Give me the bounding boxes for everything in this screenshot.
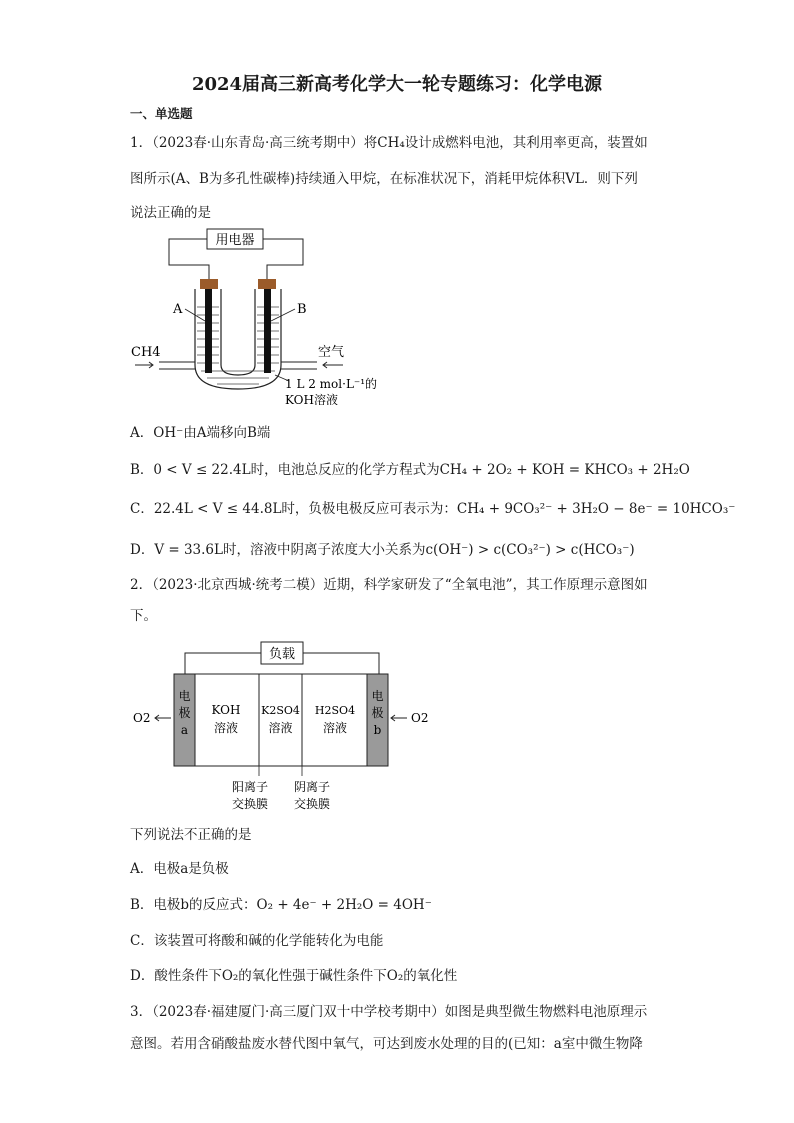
q2-stem-line1: 2．（2023·北京西城·统考二模）近期，科学家研发了“全氧电池”，其工作原理示意图如: [130, 577, 648, 593]
u-tube-inner: [221, 289, 255, 375]
q1-option-b[interactable]: B．0 < V ≤ 22.4L时，电池总反应的化学方程式为CH₄ + 2O₂ + KOH = KHCO₃ + 2H₂O: [130, 462, 690, 478]
stopper-right: [258, 279, 276, 289]
label-b: B: [297, 302, 307, 317]
q1-fuel-cell-figure: [125, 225, 405, 405]
device-label: 用电器: [215, 233, 255, 248]
q2-question: 下列说法不正确的是: [130, 827, 252, 843]
wire-left: [169, 239, 209, 279]
q2-option-b[interactable]: B．电极b的反应式：O₂ + 4e⁻ + 2H₂O = 4OH⁻: [130, 897, 432, 913]
q2-option-d[interactable]: D．酸性条件下O₂的氧化性强于碱性条件下O₂的氧化性: [130, 968, 458, 984]
electrode-b: [264, 289, 271, 373]
q1-option-d[interactable]: D．V = 33.6L时，溶液中阴离子浓度大小关系为c(OH⁻) > c(CO₃²⁻) > c(HCO₃⁻): [130, 542, 635, 558]
electrode-b-char1: 电: [371, 689, 384, 703]
cation-membrane-1: 阳离子: [231, 780, 269, 794]
electrode-b-char3: b: [373, 723, 382, 737]
electrode-a-char2: 极: [178, 706, 191, 720]
load-label: 负载: [268, 647, 296, 662]
arrow-o2-in: [391, 715, 407, 721]
q2-option-c[interactable]: C．该装置可将酸和碱的化学能转化为电能: [130, 933, 384, 949]
q1-option-c[interactable]: C．22.4L < V ≤ 44.8L时，负极电极反应可表示为：CH₄ + 9CO₃²⁻ + 3H₂O − 8e⁻ = 10HCO₃⁻: [130, 501, 736, 517]
q1-option-a[interactable]: A．OH⁻由A端移向B端: [130, 425, 271, 441]
arrow-air: [323, 362, 343, 368]
o2-right-label: O2: [411, 711, 429, 725]
label-solution-1: 1 L 2 mol·L⁻¹的: [285, 377, 378, 391]
stopper-left: [200, 279, 218, 289]
arrow-ch4: [135, 362, 153, 368]
label-ch4: CH4: [131, 345, 161, 360]
q2-stem-line2: 下。: [130, 608, 157, 624]
q3-stem-line1: 3．（2023春·福建厦门·高三厦门双十中学校考期中）如图是典型微生物燃料电池原理示: [130, 1004, 648, 1020]
koh-solution: 溶液: [213, 721, 239, 735]
label-a: A: [173, 302, 183, 317]
k2so4-solution: 溶液: [268, 721, 293, 735]
o2-left-label: O2: [133, 711, 151, 725]
electrode-b-char2: 极: [371, 706, 384, 720]
electrode-a-char3: a: [180, 723, 189, 737]
q1-stem-line2: 图所示(A、B为多孔性碳棒)持续通入甲烷，在标准状况下，消耗甲烷体积VL．则下列: [130, 171, 638, 187]
section-heading: 一、单选题: [130, 106, 193, 121]
electrode-b-plate: [367, 674, 388, 766]
label-air: 空气: [318, 345, 345, 360]
anion-membrane-1: 阴离子: [293, 780, 331, 794]
h2so4-label: H2SO4: [314, 704, 356, 717]
q3-stem-line2: 意图。若用含硝酸盐废水替代图中氧气，可达到废水处理的目的(已知：a室中微生物降: [130, 1036, 643, 1052]
page-title: 2024届高三新高考化学大一轮专题练习：化学电源: [191, 74, 603, 95]
anion-membrane-2: 交换膜: [293, 797, 331, 811]
cell-body: [174, 674, 388, 766]
h2so4-solution: 溶液: [322, 721, 348, 735]
electrode-a-char1: 电: [178, 689, 191, 703]
electrode-a: [205, 289, 212, 373]
koh-label: KOH: [211, 703, 241, 717]
q1-stem-line1: 1．（2023春·山东青岛·高三统考期中）将CH₄设计成燃料电池，其利用率更高，装置如: [130, 135, 648, 151]
k2so4-label: K2SO4: [261, 704, 300, 717]
wire-load-left: [185, 653, 261, 674]
q2-option-a[interactable]: A．电极a是负极: [130, 861, 229, 877]
cation-membrane-2: 交换膜: [231, 797, 269, 811]
arrow-o2-out: [155, 715, 171, 721]
electrode-a-plate: [174, 674, 195, 766]
wire-right: [263, 239, 303, 279]
q1-stem-line3: 说法正确的是: [130, 205, 211, 221]
label-solution-2: KOH溶液: [285, 393, 338, 405]
q2-oxygen-cell-figure: [125, 636, 445, 816]
wire-load-right: [303, 653, 379, 674]
